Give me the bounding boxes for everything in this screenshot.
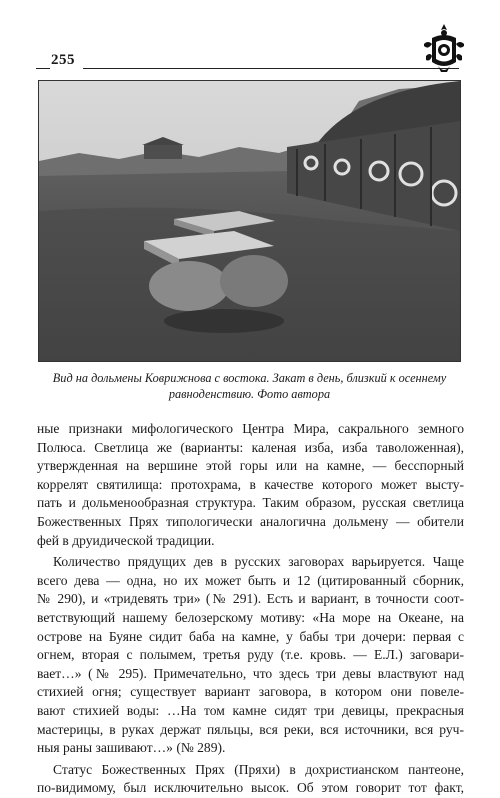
text-line: всего дева — одна, но их может быть и 12 (цитированный сборник,: [37, 572, 464, 588]
text-line: ныя раны зашивают…» (№ 289).: [37, 740, 226, 756]
header-rule-left: [36, 68, 50, 69]
page-number: 255: [51, 52, 75, 68]
photo-caption: [38, 370, 461, 402]
ornamental-emblem-icon: [420, 22, 468, 74]
text-line: огнем, вторая с полымем, третья руду (т.е. кровь. — Е.Л.) заговари-: [37, 647, 464, 663]
text-line: по-видимому, был исключительно высок. Об этом говорит тот факт,: [37, 780, 464, 796]
dolmen-landscape-photo: [38, 80, 461, 362]
caption-line: Вид на дольмены Коврижнова с востока. Закат в день, близкий к осеннему: [52, 371, 447, 385]
text-line: Статус Божественных Прях (Пряхи) в дохристианском пантеоне,: [53, 761, 464, 777]
page-header: [0, 0, 500, 76]
text-line: Полюса. Светлица же (варианты: каленая изба, изба таволоженная),: [37, 439, 464, 455]
text-line: ные признаки мифологического Центра Мира, сакрального земного: [37, 421, 464, 436]
text-line: ветствующий нашему белозерскому мотиву: «На море на Океане, на: [37, 609, 464, 625]
body-text: [37, 420, 464, 798]
text-line: стихией огня; существует вариант заговора, в котором они повеле-: [37, 684, 464, 700]
caption-line: равноденствию. Фото автора: [168, 387, 331, 401]
text-line: Количество прядущих дев в русских заговорах варьируется. Чаще: [53, 554, 464, 570]
text-line: пать и дольменообразная структура. Таким образом, русская светлица: [37, 495, 464, 511]
text-line: вает…» (№ 295). Примечательно, что здесь три девы властвуют над: [37, 665, 464, 681]
text-line: вают стихией воды: …На том камне сидят три девицы, прекрасныя: [37, 702, 464, 718]
text-line: Божественных Прях типологически аналогична дольмену — обители: [37, 513, 464, 529]
text-line: № 290), и «тридевять три» (№ 291). Есть и вариант, в точности соот-: [37, 591, 464, 607]
header-rule: [83, 68, 459, 69]
text-line: коррелят святилища: протохрама, в качестве которого может высту-: [37, 476, 464, 492]
text-line: мастерицы, в руках держат пяльцы, вся реки, вся источники, вся руч-: [37, 721, 464, 737]
text-line: фей в друидической традиции.: [37, 532, 215, 548]
text-line: острове на Буяне сидит баба на камне, у бабы три дочери: первая с: [37, 628, 464, 644]
text-line: утвержденная на вершине этой горы или на камне, — бесспорный: [37, 458, 464, 474]
